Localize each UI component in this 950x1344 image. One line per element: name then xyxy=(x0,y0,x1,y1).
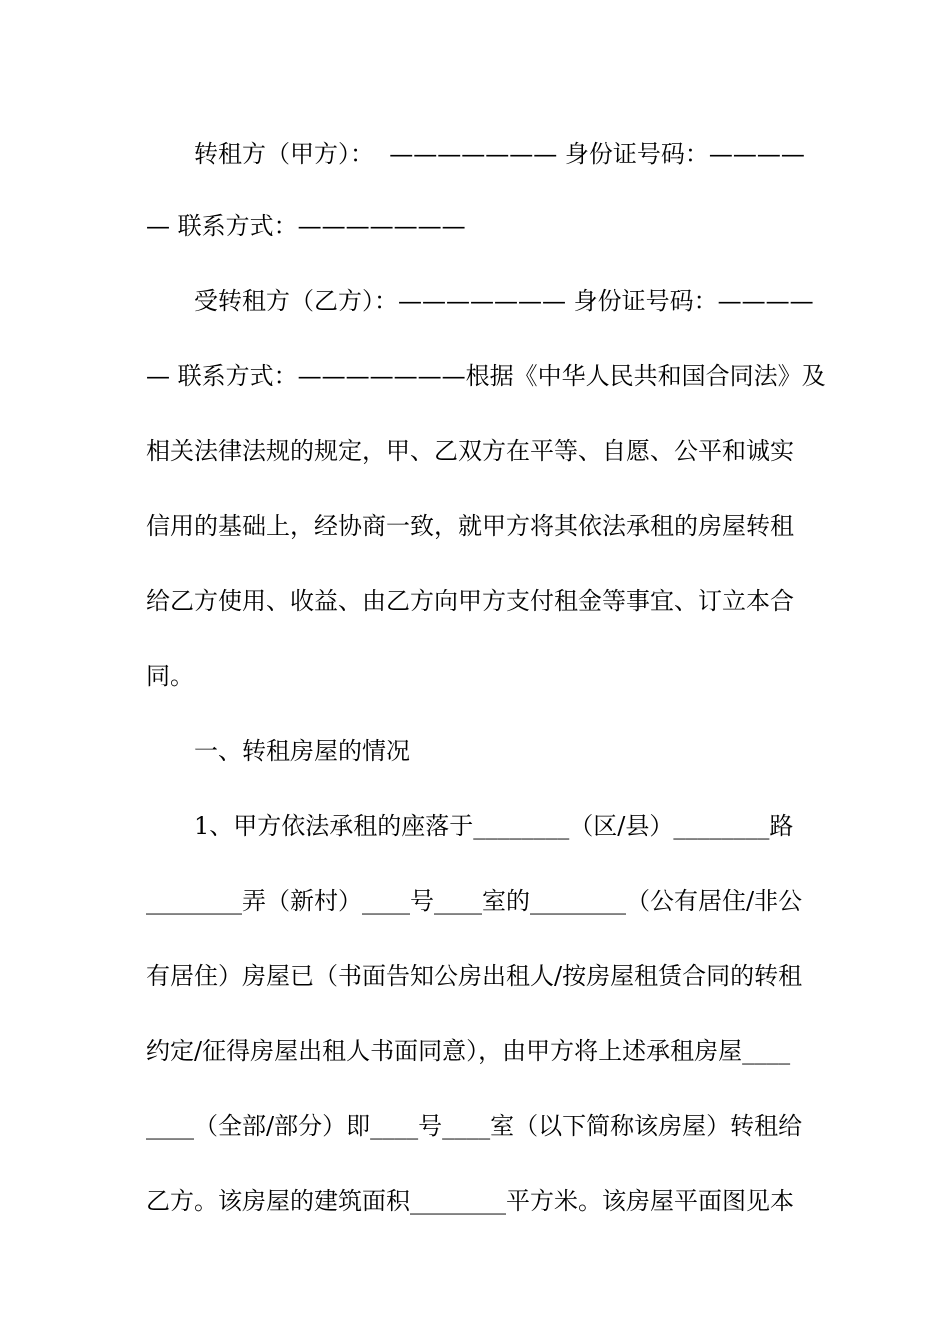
clause-line: ________弄（新村）____号____室的________（公有居住/非公 xyxy=(146,887,803,915)
party-a-line: 转租方（甲方）： ——————— 身份证号码：———— xyxy=(194,140,805,168)
preamble-line: 同。 xyxy=(146,662,194,690)
party-b-contact-line: — 联系方式：———————根据《中华人民共和国合同法》及 xyxy=(146,362,826,390)
preamble-line: 给乙方使用、收益、由乙方向甲方支付租金等事宜、订立本合 xyxy=(146,587,794,615)
section-heading: 一、转租房屋的情况 xyxy=(194,737,410,765)
clause-line: 乙方。该房屋的建筑面积________平方米。该房屋平面图见本 xyxy=(146,1187,794,1215)
preamble-line: 相关法律法规的规定，甲、乙双方在平等、自愿、公平和诚实 xyxy=(146,437,794,465)
party-a-contact-line: — 联系方式：——————— xyxy=(146,212,466,240)
clause-line: 有居住）房屋已（书面告知公房出租人/按房屋租赁合同的转租 xyxy=(146,962,803,990)
clause-line: 1、甲方依法承租的座落于________（区/县）________路 xyxy=(194,812,794,840)
party-b-line: 受转租方（乙方）：——————— 身份证号码：———— xyxy=(194,287,814,315)
preamble-line: 信用的基础上，经协商一致，就甲方将其依法承租的房屋转租 xyxy=(146,512,794,540)
clause-line: 约定/征得房屋出租人书面同意），由甲方将上述承租房屋____ xyxy=(146,1037,791,1065)
clause-line: ____（全部/部分）即____号____室（以下简称该房屋）转租给 xyxy=(146,1112,803,1140)
